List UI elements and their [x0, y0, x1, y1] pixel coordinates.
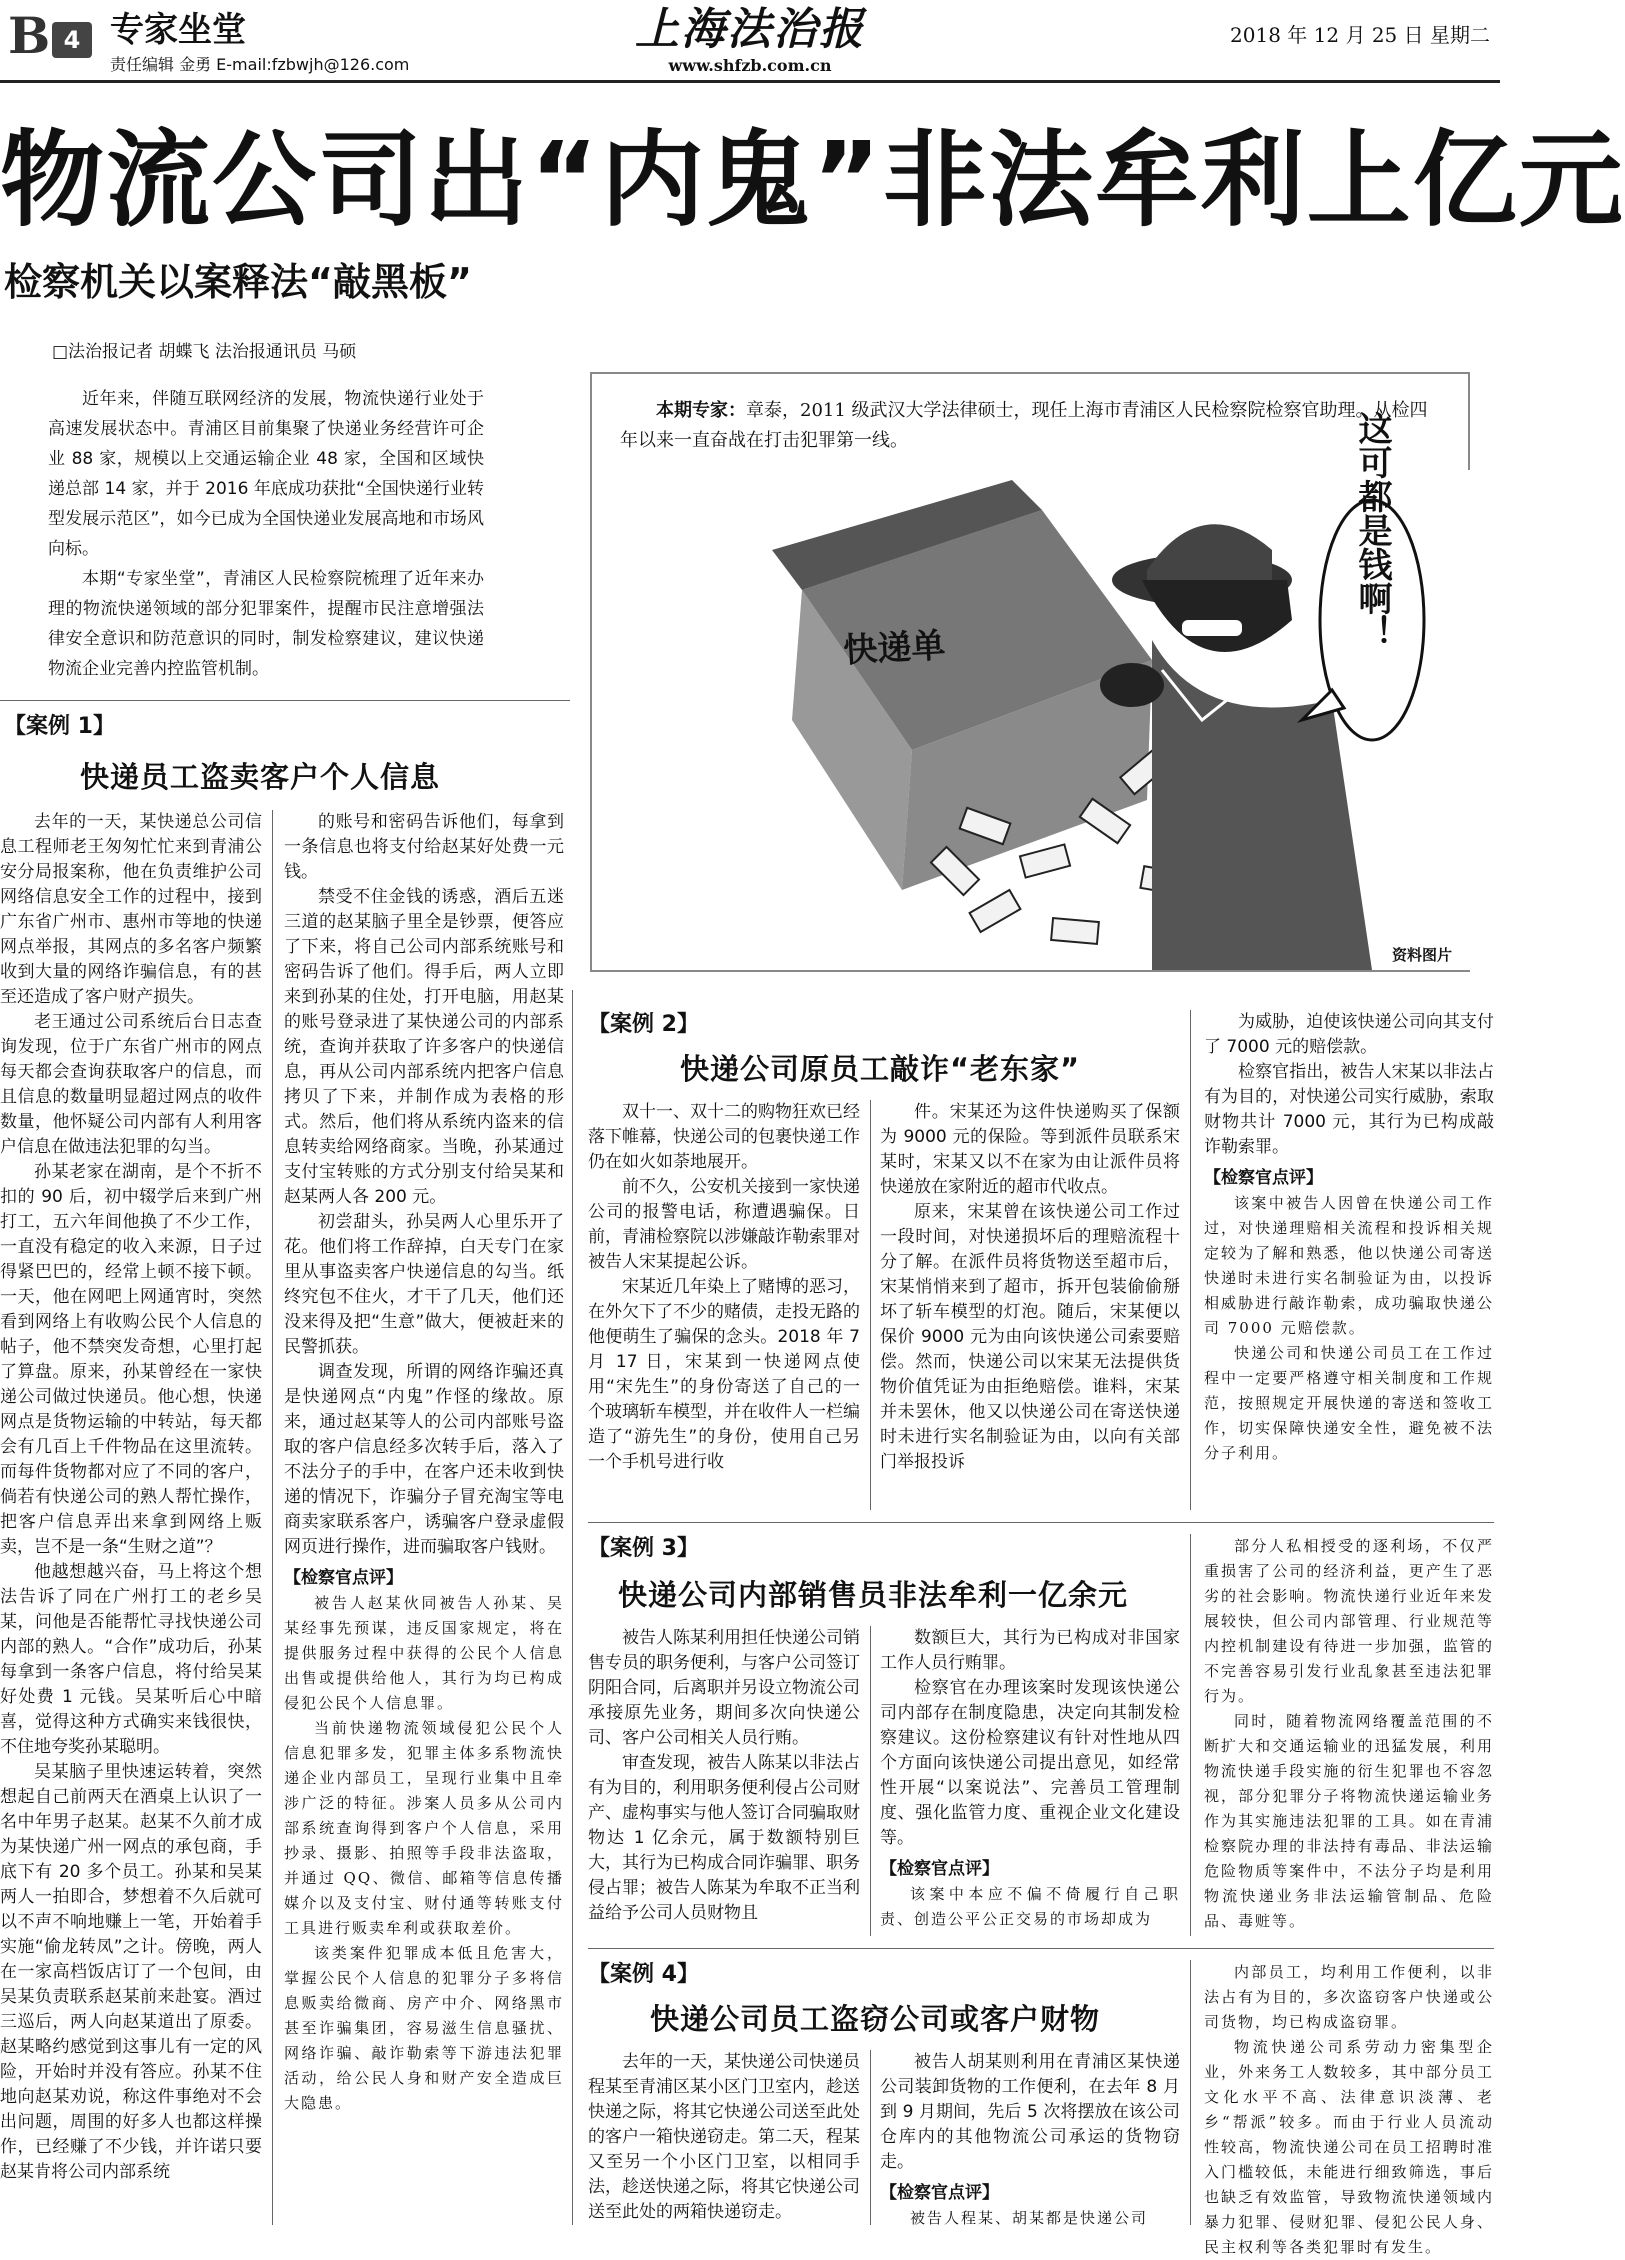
- paragraph: 孙某老家在湖南，是个不折不扣的 90 后，初中辍学后来到广州打工，五六年间他换了不少工作，一直没有稳定的收入来源，日子过得紧巴巴的，经常上顿不接下顿。一天，他在网吧上网通宵时，突然看到网络上有收购公民个人信息的帖子，他不禁突发奇想，心里打起了算盘。原来，孙某曾经在一家快递公司做过快递员。他心想，快递网点是货物运输的中转站，每天都会有几百上千件物品在这里流转。而每件货物都对应了不同的客户，倘若有快递公司的熟人帮忙操作，把客户信息弄出来拿到网络上贩卖，岂不是一条“生财之道”？: [0, 1162, 262, 1557]
- subheadline: 检察机关以案释法“敲黑板”: [4, 260, 472, 304]
- paragraph: 双十一、双十二的购物狂欢已经落下帷幕，快递公司的包裹快递工作仍在如火如荼地展开。: [588, 1102, 860, 1172]
- paragraph: 前不久，公安机关接到一家快递公司的报警电话，称遭遇骗保。日前，青浦检察院以涉嫌敲诈勒索罪对被告人宋某提起公诉。: [588, 1177, 860, 1272]
- case3-column-3: [1204, 1534, 1494, 1936]
- newspaper-url: www.shfzb.com.cn: [668, 56, 832, 75]
- case1-column-2: [284, 810, 564, 2225]
- section-name: 专家坐堂: [110, 10, 246, 50]
- paragraph: 他越想越兴奋，马上将这个想法告诉了同在广州打工的老乡吴某，问他是否能帮忙寻找快递公司内部的熟人。“合作”成功后，孙某每拿到一条客户信息，将付给吴某好处费 1 元钱。吴某听后心中暗喜，觉得这种方式确实来钱很快，不住地夸奖孙某聪明。: [0, 1562, 262, 1757]
- opinion-paragraph: 当前快递物流领域侵犯公民个人信息犯罪多发，犯罪主体多系物流快递企业内部员工，呈现行业集中且牵涉广泛的特征。涉案人员多从公司内部系统查询得到客户个人信息，采用抄录、摄影、拍照等手段非法盗取，并通过 QQ、微信、邮箱等信息传播媒介以及支付宝、财付通等转账支付工具进行贩卖牟利或获取差价。: [284, 1719, 564, 1937]
- case2-title: 快递公司原员工敲诈“老东家”: [680, 1052, 1081, 1086]
- divider: [588, 1522, 1494, 1523]
- case1-opinion-heading: 【检察官点评】: [284, 1568, 403, 1588]
- opinion-paragraph: 部分人私相授受的逐利场，不仅严重损害了公司的经济利益，更产生了恶劣的社会影响。物流快递行业近年来发展较快，但公司内部管理、行业规范等内控机制建设有待进一步加强，监管的不完善容易引发行业乱象甚至违法犯罪行为。: [1204, 1537, 1494, 1705]
- opinion-paragraph: 该案中本应不偏不倚履行自己职责、创造公平公正交易的市场却成为: [880, 1885, 1180, 1928]
- opinion-paragraph: 物流快递公司系劳动力密集型企业，外来务工人数较多，其中部分员工文化水平不高、法律意识淡薄、老乡“帮派”较多。而由于行业人员流动性较高，物流快递公司在员工招聘时准入门槛较低，未能进行细致筛选，事后也缺乏有效监管，导致物流快递领域内暴力犯罪、侵财犯罪、侵犯公民人身、民主权利等各类犯罪时有发生。: [1204, 2038, 1494, 2256]
- paragraph: 调查发现，所谓的网络诈骗还真是快递网点“内鬼”作怪的缘故。原来，通过赵某等人的公司内部账号盗取的客户信息经多次转手后，落入了不法分子的手中，在客户还未收到快递的情况下，诈骗分子冒充淘宝等电商卖家联系客户，诱骗客户登录虚假网页进行操作，进而骗取客户钱财。: [284, 1362, 564, 1557]
- expert-bio: 章泰，2011 级武汉大学法律硕士，现任上海市青浦区人民检察院检察官助理。从检四年以来一直奋战在打击犯罪第一线。: [620, 400, 1428, 451]
- page-badge: [8, 6, 96, 65]
- opinion-paragraph: 同时，随着物流网络覆盖范围的不断扩大和交通运输业的迅猛发展，利用物流快递手段实施的衍生犯罪也不容忽视，部分犯罪分子将物流快递运输业务作为其实施违法犯罪的工具。如在青浦检察院办理的非法持有毒品、非法运输危险物质等案件中，不法分子均是利用物流快递业务非法运输管制品、危险品、毒赃等。: [1204, 1712, 1494, 1930]
- lead-paragraph: 近年来，伴随互联网经济的发展，物流快递行业处于高速发展状态中。青浦区目前集聚了快递业务经营许可企业 88 家，规模以上交通运输企业 48 家，全国和区域快递总部 14 家，并于 2016 年底成功获批“全国快递行业转型发展示范区”，如今已成为全国快递业发展高地和市场风向标。: [48, 389, 484, 559]
- case4-column-3: [1204, 1960, 1494, 2256]
- expert-intro: [620, 396, 1444, 456]
- opinion-paragraph: 该案中被告人因曾在快递公司工作过，对快递理赔相关流程和投诉相关规定较为了解和熟悉，他以快递公司寄送快递时未进行实名制验证为由，以投诉相威胁进行敲诈勒索，成功骗取快递公司 7000 元赔偿款。: [1204, 1194, 1494, 1337]
- paragraph: 宋某近几年染上了赌博的恶习，在外欠下了不少的赌债，走投无路的他便萌生了骗保的念头。2018 年 7 月 17 日，宋某到一快递网点使用“宋先生”的身份寄送了自己的一个玻璃斩车模型，并在收件人一栏编造了“游先生”的身份，使用自己另一个手机号进行收: [588, 1277, 860, 1472]
- paragraph: 去年的一天，某快递总公司信息工程师老王匆匆忙忙来到青浦公安分局报案称，他在负责维护公司网络信息安全工作的过程中，接到广东省广州市、惠州市等地的快递网点举报，其网点的多名客户频繁收到大量的网络诈骗信息，有的甚至还造成了客户财产损失。: [0, 812, 262, 1007]
- case2-opinion-heading: 【检察官点评】: [1204, 1168, 1323, 1188]
- column-rule: [1190, 1010, 1191, 1510]
- case2-column-2: [880, 1100, 1180, 1510]
- lead-paragraph: 本期“专家坐堂”，青浦区人民检察院梳理了近年来办理的物流快递领域的部分犯罪案件，提醒市民注意增强法律安全意识和防范意识的同时，制发检察建议，建议快递物流企业完善内控监管机制。: [48, 569, 484, 679]
- case2-tag: 【案例 2】: [588, 1012, 699, 1037]
- case4-tag: 【案例 4】: [588, 1962, 699, 1987]
- case3-column-1: [588, 1626, 860, 1936]
- case4-opinion-heading: 【检察官点评】: [880, 2183, 999, 2203]
- case3-title: 快递公司内部销售员非法牟利一亿余元: [618, 1578, 1129, 1612]
- paragraph: 被告人陈某利用担任快递公司销售专员的职务便利，与客户公司签订阴阳合同，后离职并另设立物流公司承接原先业务，期间多次向快递公司、客户公司相关人员行贿。: [588, 1628, 860, 1748]
- paragraph: 件。宋某还为这件快递购买了保额为 9000 元的保险。等到派件员联系宋某时，宋某又以不在家为由让派件员将快递放在家附近的超市代收点。: [880, 1102, 1180, 1197]
- masthead-rule: [0, 80, 1500, 83]
- column-rule: [870, 1100, 871, 1510]
- paragraph: 的账号和密码告诉他们，每拿到一条信息也将支付给赵某好处费一元钱。: [284, 812, 564, 882]
- expert-box: [590, 372, 1470, 972]
- case4-title: 快递公司员工盗窃公司或客户财物: [650, 2002, 1101, 2036]
- byline: □法治报记者 胡蝶飞 法治报通讯员 马硕: [52, 342, 357, 362]
- opinion-paragraph: 被告人赵某伙同被告人孙某、吴某经事先预谋，违反国家规定，将在提供服务过程中获得的公民个人信息出售或提供给他人，其行为均已构成侵犯公民个人信息罪。: [284, 1594, 564, 1712]
- paragraph: 老王通过公司系统后台日志查询发现，位于广东省广州市的网点每天都会查询获取客户的信息，而且信息的数量明显超过网点的收件数量，他怀疑公司内部有人利用客户信息在做违法犯罪的勾当。: [0, 1012, 262, 1157]
- paragraph: 原来，宋某曾在该快递公司工作过一段时间，对快递损坏后的理赔流程十分了解。在派件员将货物送至超市后，宋某悄悄来到了超市，拆开包装偷偷掰坏了斩车模型的灯泡。随后，宋某便以保价 9000 元为由向该快递公司索要赔偿。然而，快递公司以宋某无法提供货物价值凭证为由拒绝赔偿。谁料，宋某并未罢休，他又以快递公司在寄送快递时未进行实名制验证为由，以向有关部门举报投诉: [880, 1202, 1180, 1472]
- column-rule: [1190, 1534, 1191, 1936]
- opinion-paragraph: 内部员工，均利用工作便利，以非法占有为目的，多次盗窃客户快递或公司货物，均已构成盗窃罪。: [1204, 1963, 1494, 2031]
- opinion-paragraph: 被告人程某、胡某都是快递公司: [910, 2209, 1149, 2227]
- paragraph: 数额巨大，其行为已构成对非国家工作人员行贿罪。: [880, 1628, 1180, 1673]
- case3-column-2: [880, 1626, 1180, 1936]
- page-letter: B: [8, 6, 51, 65]
- column-rule: [1190, 1960, 1191, 2225]
- expert-label: 本期专家：: [656, 400, 746, 421]
- case2-column-1: [588, 1100, 860, 1510]
- case3-tag: 【案例 3】: [588, 1536, 699, 1561]
- page-number: 4: [52, 22, 92, 58]
- case3-opinion-heading: 【检察官点评】: [880, 1859, 999, 1879]
- column-rule: [870, 2050, 871, 2225]
- case4-column-1: [588, 2050, 860, 2225]
- column-rule: [272, 810, 273, 2225]
- paragraph: 为威胁，迫使该快递公司向其支付了 7000 元的赔偿款。: [1204, 1012, 1494, 1057]
- case2-column-3: [1204, 1010, 1494, 1510]
- editor-line: 责任编辑 金勇 E-mail:fzbwjh@126.com: [110, 55, 410, 74]
- paragraph: 初尝甜头，孙吴两人心里乐开了花。他们将工作辞掉，白天专门在家里从事盗卖客户快递信息的勾当。纸终究包不住火，才干了几天，他们还没来得及把“生意”做大，便被赶来的民警抓获。: [284, 1212, 564, 1357]
- opinion-paragraph: 该类案件犯罪成本低且危害大，掌握公民个人信息的犯罪分子多将信息贩卖给微商、房产中介、网络黑市甚至诈骗集团，容易滋生信息骚扰、网络诈骗、敲诈勒索等下游违法犯罪活动，给公民人身和财产安全造成巨大隐患。: [284, 1944, 564, 2112]
- newspaper-name: 上海法治报: [635, 4, 865, 55]
- case4-column-2: [880, 2050, 1180, 2225]
- speech-text: 这可都是钱啊！: [1352, 411, 1392, 649]
- headline: 物流公司出“内鬼”非法牟利上亿元: [0, 119, 1625, 241]
- illustration-credit: 资料图片: [1391, 946, 1452, 964]
- paragraph: 检察官指出，被告人宋某以非法占有为目的，对快递公司实行威胁，索取财物共计 7000 元，其行为已构成敲诈勒索罪。: [1204, 1062, 1494, 1157]
- lead-paragraphs: [48, 384, 484, 684]
- paragraph: 被告人胡某则利用在青浦区某快递公司装卸货物的工作便利，在去年 8 月到 9 月期间，先后 5 次将摆放在该公司仓库内的其他物流公司承运的货物窃走。: [880, 2052, 1180, 2172]
- issue-date: 2018 年 12 月 25 日 星期二: [1230, 23, 1490, 47]
- column-rule: [870, 1626, 871, 1936]
- divider: [0, 700, 570, 701]
- paragraph: 检察官在办理该案时发现该快递公司内部存在制度隐患，决定向其制发检察建议。这份检察建议有针对性地从四个方面向该快递公司提出意见，如经常性开展“以案说法”、完善员工管理制度、强化监管力度、重视企业文化建设等。: [880, 1678, 1180, 1848]
- box-label: 快递单: [842, 625, 947, 671]
- paragraph: 禁受不住金钱的诱惑，酒后五迷三道的赵某脑子里全是钞票，便答应了下来，将自己公司内部系统账号和密码告诉了他们。得手后，两人立即来到孙某的住处，打开电脑，用赵某的账号登录进了某快递公司的内部系统，查询并获取了许多客户的快递信息，再从公司内部系统内把客户信息拷贝了下来，并制作成为表格的形式。然后，他们将从系统内盗来的信息转卖给网络商家。当晚，孙某通过支付宝转账的方式分别支付给吴某和赵某两人各 200 元。: [284, 887, 564, 1207]
- paragraph: 吴某脑子里快速运转着，突然想起自己前两天在酒桌上认识了一名中年男子赵某。赵某不久前才成为某快递广州一网点的承包商，手底下有 20 多个员工。孙某和吴某两人一拍即合，梦想着不久后就可以不声不响地赚上一笔，开始着手实施“偷龙转凤”之计。傍晚，两人在一家高档饭店订了一个包间，由吴某负责联系赵某前来赴宴。酒过三巡后，两人向赵某道出了原委。赵某略约感觉到这事儿有一定的风险，开始时并没有答应。孙某不住地向赵某劝说，称这件事绝对不会出问题，周围的好多人也都这样操作，已经赚了不少钱，并许诺只要赵某肯将公司内部系统: [0, 1762, 262, 2182]
- paragraph: 审查发现，被告人陈某以非法占有为目的，利用职务便利侵占公司财产、虚构事实与他人签订合同骗取财物达 1 亿余元，属于数额特别巨大，其行为已构成合同诈骗罪、职务侵占罪；被告人陈某为牟取不正当利益给予公司人员财物且: [588, 1753, 860, 1923]
- opinion-paragraph: 快递公司和快递公司员工在工作过程中一定要严格遵守相关制度和工作规范，按照规定开展快递的寄送和签收工作，切实保障快递安全性，避免被不法分子利用。: [1204, 1344, 1494, 1462]
- case1-column-1: [0, 810, 262, 2225]
- paragraph: 去年的一天，某快递公司快递员程某至青浦区某小区门卫室内，趁送快递之际，将其它快递公司送至此处的客户一箱快递窃走。第二天，程某又至另一个小区门卫室，以相同手法，趁送快递之际，将其它快递公司送至此处的两箱快递窃走。: [588, 2052, 860, 2222]
- column-rule: [572, 990, 573, 2225]
- case1-tag: 【案例 1】: [4, 714, 115, 739]
- divider: [588, 1948, 1494, 1949]
- case1-title: 快递员工盗卖客户个人信息: [80, 760, 441, 794]
